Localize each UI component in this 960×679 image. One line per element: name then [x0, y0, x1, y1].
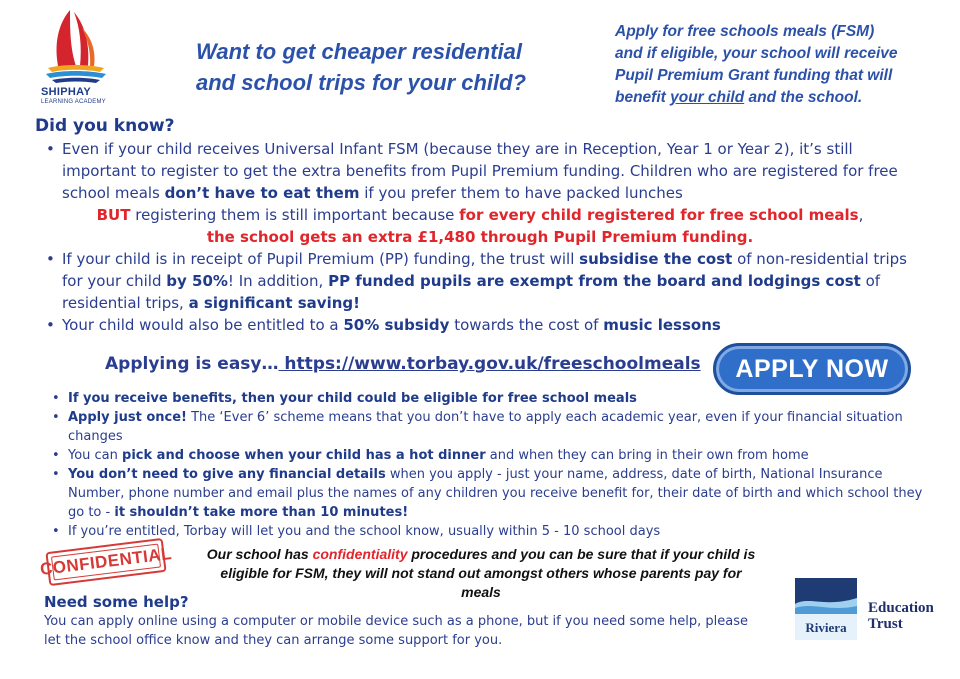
list-item [46, 389, 926, 408]
help-heading: Need some help? [44, 593, 189, 611]
c1-text: registering them is still important because [130, 206, 460, 224]
riviera-badge-text: Riviera [805, 620, 847, 635]
did-you-know-heading: Did you know? [35, 116, 175, 136]
s4-bold-tail: it shouldn’t take more than 10 minutes! [114, 505, 409, 520]
s1-text: If you receive benefits, then your child could be eligible for free school meals [68, 391, 637, 406]
b3-text-2: towards the cost of [449, 316, 604, 334]
list-item [40, 248, 920, 314]
b3-text: Your child would also be entitled to a [62, 316, 344, 334]
conf-text-2: procedures and you can be sure that if your child is eligible for FSM, they will not stand out amongst others whose parents pay for meals [220, 546, 756, 600]
intro-line-2: and if eligible, your school will receive [615, 45, 898, 62]
c1-red: for every child registered for free school meals [459, 206, 859, 224]
s3-tail: and when they can bring in their own from home [485, 448, 809, 463]
intro-line-4 [615, 87, 945, 109]
list-item [40, 138, 920, 204]
b2-text-4: of residential trips, [62, 272, 881, 312]
title-line-1: Want to get cheaper residential [196, 39, 523, 64]
intro-line-4-post: and the school. [744, 89, 863, 106]
trust-name-2: Trust [868, 616, 903, 632]
intro-line-4-pre: benefit [615, 89, 671, 106]
trust-name-1: Education [868, 600, 934, 616]
logo-subtitle: LEARNING ACADEMY [41, 99, 106, 105]
s3-text: You can [68, 448, 123, 463]
b3-bold-2: music lessons [603, 316, 721, 334]
intro-line-3: Pupil Premium Grant funding that will [615, 67, 893, 84]
b2-text-2: of non-residential trips for your child [62, 250, 907, 290]
b3-bold-1: 50% subsidy [343, 316, 450, 334]
c1-comma: , [858, 206, 864, 224]
conf-red: confidentiality [312, 546, 408, 562]
s5-text: If you’re entitled, Torbay will let you and the school know, usually within 5 - 10 school days [68, 524, 661, 539]
b2-text: If your child is in receipt of Pupil Premium (PP) funding, the trust will [62, 250, 580, 268]
list-item [46, 465, 926, 522]
b2-text-3: ! In addition, [227, 272, 329, 290]
s4-text: when you apply - just your name, address, date of birth, National Insurance Number, phone number and email plus the names of any children you receive benefit for, their date of birth and which school they go to - [68, 467, 923, 520]
b2-bold-4: a significant saving! [188, 294, 360, 312]
s2-text: The ‘Ever 6’ scheme means that you don’t have to apply each academic year, even if your financial situation changes [68, 410, 903, 444]
but-emphasis: BUT [96, 206, 131, 224]
apply-label: Applying is easy… [105, 354, 279, 374]
your-child-emphasis: your child [670, 89, 745, 106]
list-item [46, 446, 926, 465]
did-you-know-list [40, 138, 920, 336]
conf-text-1: Our school has [206, 546, 313, 562]
b2-bold-3: PP funded pupils are exempt from the board and lodgings cost [328, 272, 861, 290]
b2-bold-1: subsidise the cost [579, 250, 733, 268]
intro-line-1: Apply for free schools meals (FSM) [615, 23, 875, 40]
apply-now-button[interactable]: APPLY NOW [713, 343, 911, 395]
shiphay-logo-icon [42, 6, 108, 86]
b1-tail: if you prefer them to have packed lunches [359, 184, 683, 202]
list-item [46, 408, 926, 446]
s3-bold: pick and choose when your child has a hot dinner [122, 448, 486, 463]
funding-amount: the school gets an extra £1,480 through Pupil Premium funding. [206, 228, 754, 246]
steps-list [46, 389, 926, 541]
b1-text: Even if your child receives Universal Infant FSM (because they are in Reception, Year 1 or Year 2), it’s still important to register to get the extra benefits from Pupil Premium funding. Children who are registered for free school meals [62, 140, 898, 202]
s4-bold: You don’t need to give any financial details [68, 467, 386, 482]
s2-bold: Apply just once! [68, 410, 187, 425]
b1-bold: don’t have to eat them [164, 184, 360, 202]
confidentiality-note [206, 545, 756, 602]
list-item [40, 314, 920, 336]
list-item [46, 522, 926, 541]
logo-name: SHIPHAY [41, 86, 91, 98]
fsm-intro [615, 21, 945, 109]
page-title [196, 36, 596, 98]
b2-bold-2: by 50% [166, 272, 228, 290]
list-item-centered [40, 226, 920, 248]
fsm-link[interactable]: https://www.torbay.gov.uk/freeschoolmeals [278, 354, 701, 374]
apply-line [105, 354, 701, 374]
help-body: You can apply online using a computer or mobile device such as a phone, but if you need some help, please let the school office know and they can arrange some support for you. [44, 614, 748, 648]
riviera-logo-icon [795, 578, 857, 640]
confidential-stamp: CONFIDENTIAL [45, 538, 166, 586]
title-line-2: and school trips for your child? [196, 70, 527, 95]
list-item-centered [40, 204, 920, 226]
